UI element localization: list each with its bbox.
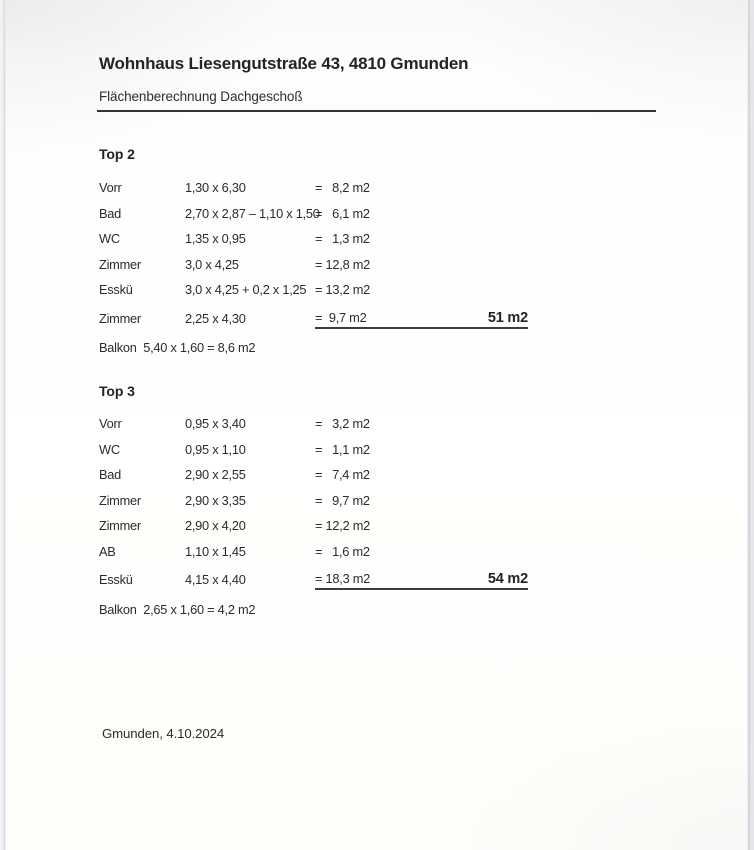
section-heading: Top 2 (99, 146, 135, 162)
section-heading: Top 3 (99, 383, 135, 399)
room-label: Zimmer (99, 492, 141, 508)
area-result: = 12,8 m2 (315, 256, 371, 272)
section-total: 54 m2 (487, 571, 528, 587)
table-row (99, 201, 659, 227)
section-top3 (99, 380, 659, 620)
table-row (99, 252, 659, 278)
dimensions: 2,90 x 2,55 (185, 467, 246, 482)
area-result: = 1,1 m2 (315, 441, 370, 457)
dimensions: 3,0 x 4,25 (185, 256, 239, 272)
area-result: = 6,1 m2 (315, 205, 370, 221)
document-subtitle: Flächenberechnung Dachgeschoß (99, 89, 303, 104)
room-label: Bad (99, 467, 122, 482)
subtotal-underline (315, 306, 528, 329)
area-result: = 13,2 m2 (315, 282, 371, 297)
room-label: Zimmer (99, 518, 141, 533)
balkon-note: Balkon 2,65 x 1,60 = 4,2 m2 (99, 601, 256, 617)
document-date: Gmunden, 4.10.2024 (102, 726, 225, 741)
subtotal-underline (315, 567, 528, 590)
photo-edge-left (0, 0, 6, 850)
area-result: = 1,3 m2 (315, 231, 370, 246)
table-row (99, 226, 659, 252)
table-row (99, 513, 659, 539)
room-label: WC (99, 441, 120, 457)
section-top2 (99, 143, 659, 358)
table-row (99, 488, 659, 514)
dimensions: 1,35 x 0,95 (185, 231, 246, 246)
dimensions: 1,10 x 1,45 (185, 543, 246, 559)
dimensions: 3,0 x 4,25 + 0,2 x 1,25 (185, 282, 307, 297)
dimensions: 4,15 x 4,40 (185, 572, 246, 587)
section-total: 51 m2 (487, 309, 528, 326)
photo-edge-right (747, 0, 754, 850)
area-result: = 9,7 m2 (315, 492, 370, 508)
table-row (99, 539, 659, 565)
table-row (99, 175, 659, 201)
table-row-with-total (99, 306, 659, 332)
room-label: WC (99, 231, 120, 246)
table-row (99, 462, 659, 488)
room-label: Vorr (99, 416, 122, 431)
table-row (99, 277, 659, 303)
dimensions: 2,90 x 3,35 (185, 492, 246, 508)
room-label: AB (99, 543, 116, 559)
area-result: = 18,3 m2 (315, 571, 371, 586)
area-result: = 12,2 m2 (315, 518, 371, 533)
calc-rows (99, 411, 659, 593)
room-label: Zimmer (99, 256, 141, 272)
room-label: Zimmer (99, 310, 141, 326)
room-label: Vorr (99, 180, 122, 195)
area-result: = 7,4 m2 (315, 467, 370, 482)
area-result: = 9,7 m2 (315, 309, 367, 325)
calc-rows (99, 175, 659, 331)
table-row (99, 411, 659, 437)
dimensions: 2,25 x 4,30 (185, 310, 246, 326)
dimensions: 1,30 x 6,30 (185, 180, 246, 195)
dimensions: 2,90 x 4,20 (185, 518, 246, 533)
balkon-note: Balkon 5,40 x 1,60 = 8,6 m2 (99, 340, 256, 355)
area-result: = 3,2 m2 (315, 416, 370, 431)
room-label: Bad (99, 205, 122, 221)
room-label: Esskü (99, 282, 133, 297)
dimensions: 2,70 x 2,87 – 1,10 x 1,50 (185, 205, 320, 221)
room-label: Esskü (99, 572, 133, 587)
table-row (99, 437, 659, 463)
table-row-with-total (99, 567, 659, 593)
header-rule (97, 110, 656, 112)
area-result: = 1,6 m2 (315, 543, 370, 559)
area-result: = 8,2 m2 (315, 180, 370, 195)
dimensions: 0,95 x 3,40 (185, 416, 246, 431)
dimensions: 0,95 x 1,10 (185, 441, 246, 457)
document-title: Wohnhaus Liesengutstraße 43, 4810 Gmunden (99, 54, 469, 73)
